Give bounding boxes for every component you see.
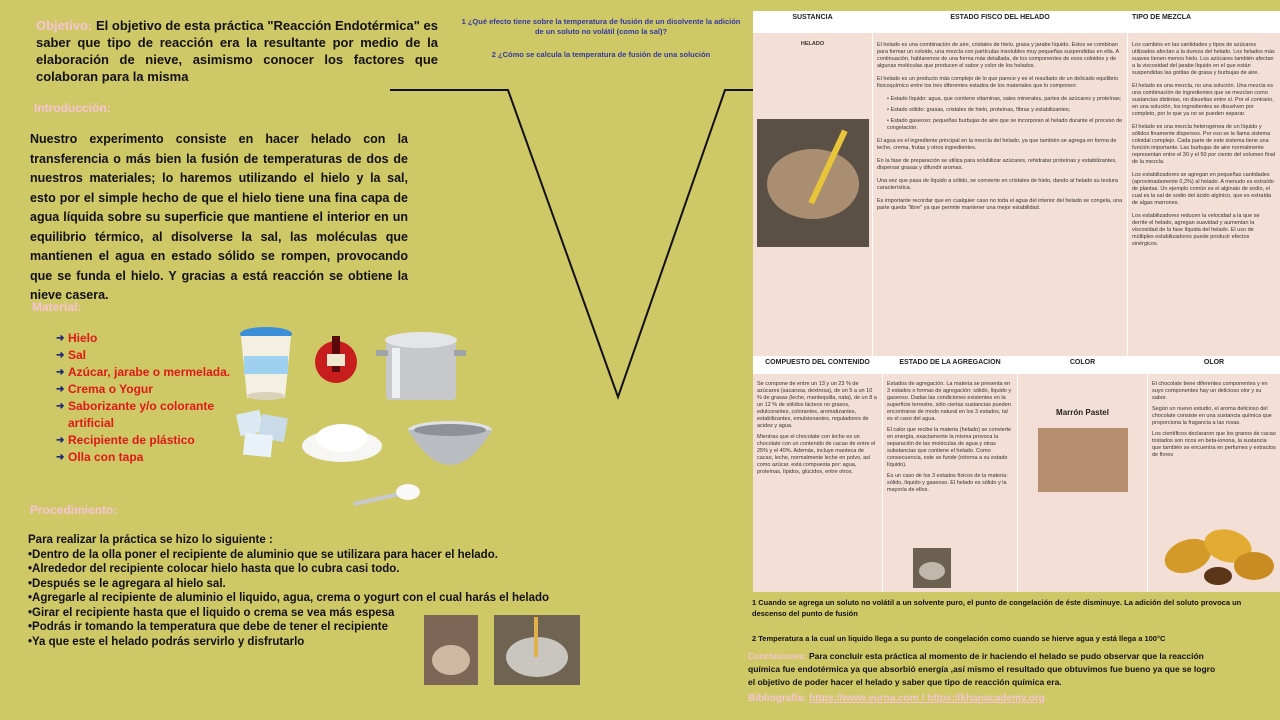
mezcla-paragraph: El helado es una mezcla, no una solución. Una mezcla es una combinación de ingredientes que se mezclan como sustancias distintas, no disueltas entre sí. Por el contrario, en una solución, los ingredientes se disuelven por completo, por lo que ya no se pueden separar. — [1132, 83, 1274, 117]
mezcla-paragraph: El helado es una mezcla heterogénea de un líquido y sólidos finamente dispersos. Por eso se le llama sistema coloidal complejo. Cada parte de este sistema tiene una función importante. Las burbujas de aire normalmente representan entre el 30 y el 50 por ciento del volumen final de la mezcla. — [1132, 124, 1276, 165]
procedimiento-step: •Dentro de la olla poner el recipiente de aluminio que se utilizara para hacer el helado. — [28, 548, 498, 561]
syrup-bottle-image — [314, 332, 358, 390]
arrow-bullet-icon: ➜ — [56, 401, 65, 412]
bibliografia-links[interactable]: https://www.euroa.com / https://khanacademy.org — [809, 693, 1045, 704]
helado-photo-1 — [424, 615, 478, 685]
table-header: SUSTANCIA — [753, 11, 873, 33]
respuesta-1: 1 Cuando se agrega un soluto no volátil a un solvente puro, el punto de congelación de éste disminuye. La adición del soluto provoca un descenso del punto de fusión — [752, 598, 1242, 618]
table-header: ESTADO DE LA AGREGACION — [883, 356, 1018, 374]
agregacion-paragraph: El calor que recibe la materia (helado) se convierte en energía, exactamente la misma provoca la separación de las moléculas de agua y otras substancias que contiene el helado. Como consecuencia, este se funde (retorna a su estado líquido). — [887, 427, 1012, 468]
tabla-helado — [753, 11, 1280, 356]
mezcla-paragraph: Los estabilizadores reducen la velocidad a la que se derrite el helado, agregan suavidad y aumentan la viscosidad de la fase líquida del helado. El uso de múltiples estabilizadores puede producir efectos sinérgicos. — [1132, 213, 1260, 247]
arrow-bullet-icon: ➜ — [56, 333, 65, 344]
estado-paragraph: En la fase de preparación se utiliza para solubilizar azúcares, rehidratar proteínas y estabilizantes, dispersar grasas y difundir aromas. — [877, 158, 1117, 171]
sustancia-label: HELADO — [800, 41, 825, 47]
conclusiones-label: Conclusiones: — [748, 651, 807, 661]
compuesto-paragraph: Se compone de entre un 13 y un 23 % de azúcares (sacarosa, dextrosa), de un 5 a un 10 % de grasas (leche, mantequilla, nata), de un 8 a un 12 % de sólidos lácteos no grasos, edulcorantes, colorantes, aromatizantes, estabilizantes, emulsionantes, reguladores de acidez y agua. — [757, 381, 877, 429]
list-item: ➜ Recipiente de plástico — [56, 433, 195, 447]
conclusiones — [748, 650, 1218, 689]
olor-paragraph: Según un nuevo estudio, el aroma delicioso del chocolate consiste en una sustancia química que proporciona la fragancia a las rosas. — [1152, 406, 1272, 426]
table-header: TIPO DE MEZCLA — [1128, 11, 1280, 33]
compuesto-paragraph: Mientras que el chocolate con leche es un chocolate con un contenido de cacao de entre el 25% y el 40%. Además, incluye manteca de cacao, leche, normalmente leche en polvo, así como azúcar. está compuesta por: agua, proteínas, lípidos, glúcidos, entre otros. — [757, 434, 876, 475]
objetivo-paragraph — [36, 17, 438, 85]
table-header: COLOR — [1018, 356, 1148, 374]
procedimiento-step: •Alrededor del recipiente colocar hielo hasta que lo cubra casi todo. — [28, 563, 400, 575]
material-heading: Material: — [32, 300, 82, 314]
agregacion-paragraph: Estados de agregación. La materia se presenta en 3 estados o formas de agregación: sólido, líquido y gaseoso. Dadas las condiciones existentes en la superficie terrestre, sólo ciertas sustancias pueden encontrarse de modo natural en los 3 estados, tal es el caso del agua. — [887, 381, 1012, 422]
procedimiento-heading: Procedimiento: — [30, 503, 118, 517]
bibliografia — [748, 693, 1045, 704]
mezcla-cell — [1128, 33, 1280, 356]
arrow-bullet-icon: ➜ — [56, 350, 65, 361]
introduccion-text: Nuestro experimento consiste en hacer helado con la transferencia o más bien la fusión de temperaturas de dos de nuestros materiales; lo haremos utilizando el hielo y la sal, esto por el simple hecho de que el hielo tiene una fina capa de agua líquida sobre su superficie que mantiene el interior en un equilibrio térmico, al disolverse la sal, las moléculas que mantienen el agua en estado sólido se rompen, provocando que se funda el hielo. Y gracias a está reacción se obtiene la nieve casera. — [30, 132, 408, 302]
conclusiones-text: Para concluir esta práctica al momento de ir haciendo el helado se pudo observar que la reacción química fue endotérmica ya que absorbió energía ,así mismo el resultado que obtuvimos fue bueno ya que se logro el objetivo de poder hacer el helado y saber que tipo de reacción química era. — [748, 651, 1216, 687]
procedimiento-step: •Agregarle al recipiente de aluminio el liquido, agua, crema o yogurt con el cual harás el helado — [28, 592, 550, 604]
bibliografia-label: Bibliografía: — [748, 693, 807, 704]
color-swatch — [1038, 428, 1128, 492]
color-cell — [1018, 374, 1148, 592]
list-item: ➜ Azúcar, jarabe o mermelada. — [56, 365, 231, 379]
arrow-bullet-icon: ➜ — [56, 435, 65, 446]
olor-paragraph: Los científicos declararon que los granos de cacao tostados son ricos en beta-ionona, la sustancia que también se encuentra en perfumes y extractos de flores — [1152, 431, 1276, 458]
arrow-bullet-icon: ➜ — [56, 384, 65, 395]
helado-photo-2 — [494, 615, 580, 685]
estado-paragraph: • Estado sólido: grasas, cristales de hielo, proteínas, fibras y estabilizantes; — [887, 107, 1071, 113]
introduccion-heading: Introducción: — [34, 101, 111, 115]
objetivo-label: Objetivo: — [36, 18, 93, 33]
metal-bowl-image — [406, 420, 494, 476]
arrow-bullet-icon: ➜ — [56, 367, 65, 378]
estado-paragraph: Es importante recordar que en cualquier caso no toda el agua del interior del helado se congela, una parte queda "libre" ya que permite mantener una mejor estabilidad. — [877, 198, 1123, 211]
estado-cell — [873, 33, 1128, 356]
estado-paragraph: • Estado gaseoso: pequeñas burbujas de aire que se incorporan al helado durante el proceso de congelación. — [887, 118, 1123, 131]
estado-paragraph: Una vez que pasa de líquido a sólido, se convierte en cristales de hielo, dando al helado su textura característica. — [877, 178, 1118, 191]
mezcla-paragraph: Los estabilizadores se agregan en pequeñas cantidades (aproximadamente 0,2%) al helado. A menudo es extraído de plantas. Un ejemplo común es el alginato de sodio, el cual es la sal de sodio del ácido algínico, que es extraída de algas marrones. — [1132, 172, 1274, 206]
mezcla-paragraph: Los cambios en las cantidades y tipos de azúcares utilizados afectan a la dureza del helado. Los helados más suaves tienen menos hielo. Los azúcares también afectan a la viscosidad del jarabe líquido en el que están suspendidas las gotitas de grasa y burbujas de aire. — [1132, 42, 1275, 76]
objetivo-text: El objetivo de esta práctica "Reacción Endotérmica" es saber que tipo de reacción era la resultante por medio de la elaboración de nieve, asimismo conocer los factores que colaboran para la misma — [36, 18, 438, 84]
estado-paragraph: El helado es un producto más complejo de lo que parece y es el resultado de un delicado equilibrio fisicoquímico entre los tres diferentes estados de los materiales que lo componen: — [877, 76, 1119, 89]
salt-image — [300, 412, 384, 462]
v-diagram — [390, 85, 756, 400]
tabla-chocolate — [753, 356, 1280, 592]
table-header: OLOR — [1148, 356, 1280, 374]
estado-paragraph: • Estado líquido: agua, que contiene vitaminas, sales minerales, partes de azúcares y proteínas; — [887, 96, 1122, 102]
yogurt-cup-image — [236, 326, 296, 402]
sugar-spoon-image — [352, 480, 422, 508]
list-item: ➜ Crema o Yogur — [56, 382, 153, 396]
table-header: COMPUESTO DEL CONTENIDO — [753, 356, 883, 374]
list-item: ➜ Sal — [56, 348, 87, 362]
pregunta-1: 1 ¿Qué efecto tiene sobre la temperatura de fusión de un disolvente la adición de un soluto no volátil (como la sal)? — [461, 17, 741, 36]
cacao-beans-image — [1158, 516, 1278, 588]
procedimiento-step: •Podrás ir tomando la temperatura que debe de tener el recipiente — [28, 621, 388, 633]
ice-image — [232, 406, 296, 460]
list-item: ➜ Hielo — [56, 331, 98, 345]
procedimiento-step: •Después se le agregara al hielo sal. — [28, 577, 226, 590]
helado-olla-photo — [757, 119, 869, 247]
procedimiento-step: •Girar el recipiente hasta que el liquido o crema se vea más espesa — [28, 606, 395, 619]
helado-small-photo — [913, 548, 951, 588]
compuesto-cell — [753, 374, 883, 592]
list-item: ➜ Olla con tapa — [56, 450, 144, 464]
respuestas — [752, 597, 1272, 644]
agregacion-paragraph: Es un caso de los 3 estados físicos de la materia: sólido, líquido y gaseoso. El helado es sólido y la mayoría de ellos. — [887, 473, 1008, 493]
respuesta-2: 2 Temperatura a la cual un liquido llega a su punto de congelación como cuando se hierve agua y está llega a 100°C — [752, 634, 1166, 643]
procedimiento-step: •Ya que este el helado podrás servirlo y disfrutarlo — [28, 635, 305, 648]
material-list — [56, 330, 248, 466]
olor-paragraph: El chocolate tiene diferentes componentes y en suyo componentes hay un delicioso olor y su sabor. — [1152, 381, 1268, 401]
pregunta-2: 2 ¿Cómo se calcula la temperatura de fusión de una solución — [491, 50, 711, 59]
arrow-bullet-icon: ➜ — [56, 452, 65, 463]
color-label: Marrón Pastel — [1056, 408, 1109, 417]
preguntas — [460, 17, 742, 60]
table-header: ESTADO FISCO DEL HELADO — [873, 11, 1128, 33]
procedimiento-intro: Para realizar la práctica se hizo lo siguiente : — [28, 534, 273, 546]
estado-paragraph: El helado es una combinación de aire, cristales de hielo, grasa y jarabe líquido. Estos se combinan para formar un coloide, una mezcla con partículas insolubles muy pequeñas suspendidas en ella. A continuación, hablaremos de una forma más detallada, de los componentes de esos coloides y de algunas moléculas que producen el sabor y color de los helados. — [877, 42, 1119, 69]
estado-paragraph: El agua es el ingrediente principal en la mezcla del helado, ya que también se agrega en forma de leche, crema, frutas y otros ingredientes. — [877, 138, 1117, 151]
list-item: ➜ Saborizante y/o colorante artificial — [56, 399, 215, 430]
